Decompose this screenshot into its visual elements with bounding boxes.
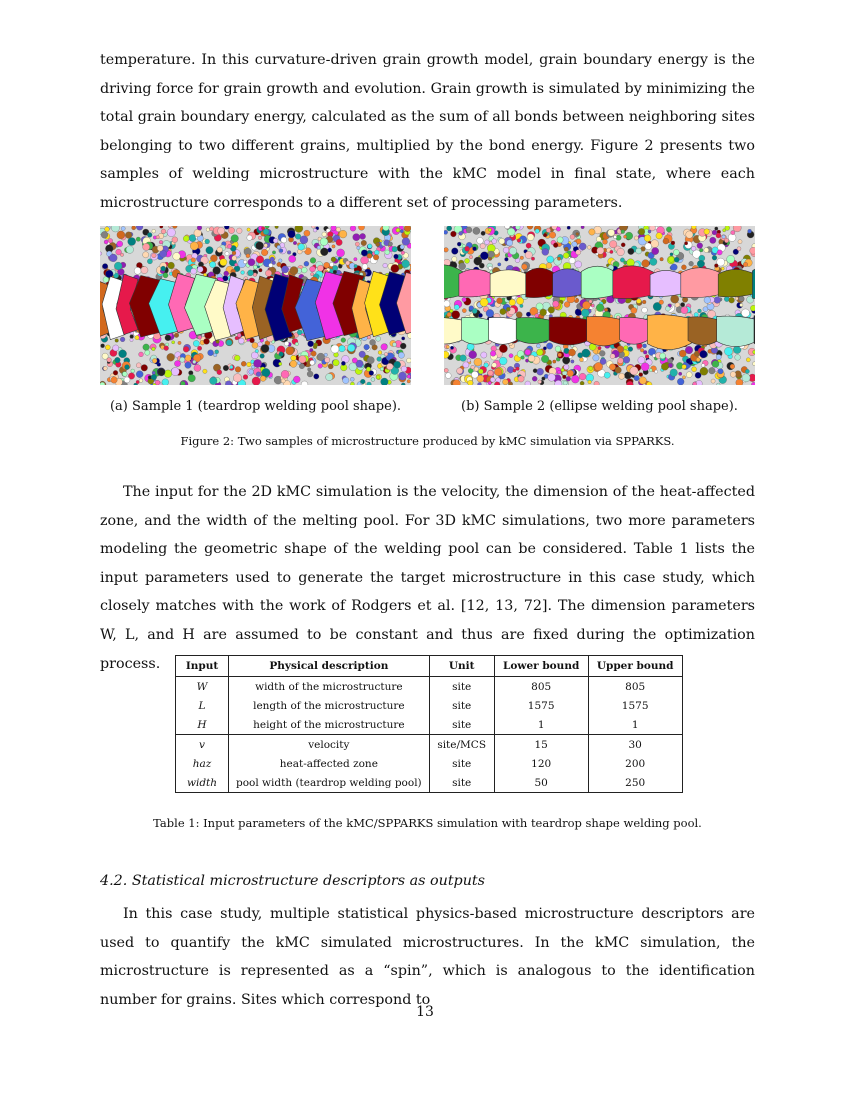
page-number: 13 <box>416 1004 434 1020</box>
cell-input: width <box>176 773 229 793</box>
header-description: Physical description <box>229 656 430 677</box>
figure-sample-2-ellipse <box>444 226 755 385</box>
header-input: Input <box>176 656 229 677</box>
cell-lower-bound: 805 <box>494 677 588 697</box>
cell-upper-bound: 200 <box>588 754 682 773</box>
paragraph-intro: temperature. In this curvature-driven grain growth model, grain boundary energy is the driving force for grain growth and evolution. Grain growth is simulated by minimizing the total grain boundary energy, calculated as the sum of all bonds between neighboring sites belonging to two different grains, multiplied by the bond energy. Figure 2 presents two samples of welding microstructure with the kMC model in final state, where each microstructure corresponds to a different set of processing parameters. <box>100 52 755 211</box>
cell-input: W <box>176 677 229 697</box>
subcaption-b: (b) Sample 2 (ellipse welding pool shape). <box>461 399 738 414</box>
cell-unit: site <box>429 696 494 715</box>
cell-input: L <box>176 696 229 715</box>
cell-lower-bound: 50 <box>494 773 588 793</box>
table-header-row <box>176 656 683 677</box>
cell-upper-bound: 1 <box>588 715 682 735</box>
cell-input: v <box>176 735 229 755</box>
cell-input: H <box>176 715 229 735</box>
table-row <box>176 715 683 735</box>
microstructure-image-b <box>444 226 755 385</box>
cell-unit: site <box>429 754 494 773</box>
header-lower-bound: Lower bound <box>494 656 588 677</box>
cell-description: pool width (teardrop welding pool) <box>229 773 430 793</box>
cell-upper-bound: 1575 <box>588 696 682 715</box>
cell-unit: site/MCS <box>429 735 494 755</box>
cell-lower-bound: 120 <box>494 754 588 773</box>
cell-upper-bound: 805 <box>588 677 682 697</box>
cell-description: velocity <box>229 735 430 755</box>
cell-description: length of the microstructure <box>229 696 430 715</box>
table-row <box>176 696 683 715</box>
cell-unit: site <box>429 773 494 793</box>
table-row <box>176 735 683 755</box>
cell-unit: site <box>429 677 494 697</box>
cell-upper-bound: 250 <box>588 773 682 793</box>
subcaption-a: (a) Sample 1 (teardrop welding pool shape). <box>109 399 402 414</box>
table-row <box>176 677 683 697</box>
header-upper-bound: Upper bound <box>588 656 682 677</box>
cell-lower-bound: 1575 <box>494 696 588 715</box>
cell-input: haz <box>176 754 229 773</box>
cell-lower-bound: 15 <box>494 735 588 755</box>
paragraph-descriptors: In this case study, multiple statistical physics-based microstructure descriptors are used to quantify the kMC simulated microstructures. In the kMC simulation, the microstructure is represented as a “spin”, which is analogous to the identification number for grains. Sites which correspond to <box>100 906 755 1008</box>
microstructure-image-a <box>100 226 411 385</box>
table-row <box>176 773 683 793</box>
cell-description: height of the microstructure <box>229 715 430 735</box>
table-caption: Table 1: Input parameters of the kMC/SPPARKS simulation with teardrop shape welding pool. <box>153 816 702 830</box>
paragraph-input: The input for the 2D kMC simulation is the velocity, the dimension of the heat-affected zone, and the width of the melting pool. For 3D kMC simulations, two more parameters modeling the geometric shape of the welding pool can be considered. Table 1 lists the input parameters used to generate the target microstructure in this case study, which closely matches with the work of Rodgers et al. [12, 13, 72]. The dimension parameters W, L, and H are assumed to be constant and thus are fixed during the optimization process. <box>100 484 755 672</box>
figure-sample-1-teardrop <box>100 226 411 385</box>
cell-description: heat-affected zone <box>229 754 430 773</box>
cell-description: width of the microstructure <box>229 677 430 697</box>
cell-upper-bound: 30 <box>588 735 682 755</box>
cell-lower-bound: 1 <box>494 715 588 735</box>
figure-caption: Figure 2: Two samples of microstructure produced by kMC simulation via SPPARKS. <box>180 434 675 448</box>
header-unit: Unit <box>429 656 494 677</box>
parameter-table <box>175 655 683 793</box>
table-row <box>176 754 683 773</box>
section-heading: 4.2. Statistical microstructure descriptors as outputs <box>100 873 486 889</box>
cell-unit: site <box>429 715 494 735</box>
